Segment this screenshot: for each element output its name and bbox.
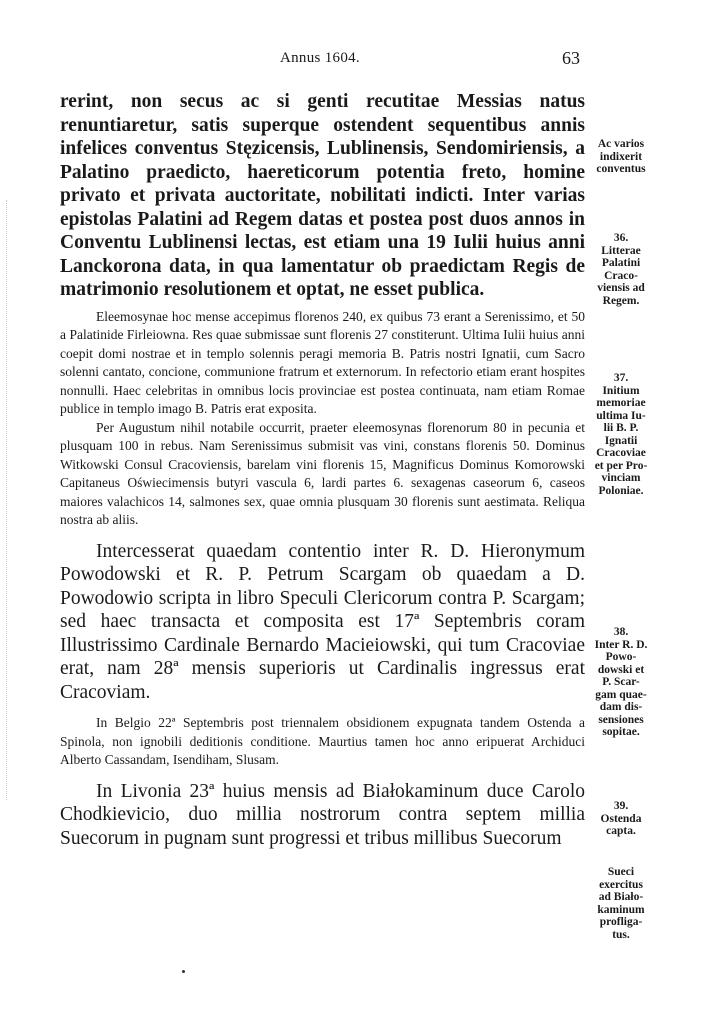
paragraph-3: Per Augustum nihil notabile occurrit, praeter eleemosynas florenorum 80 in pecunia et plusquam 100 in rebus. Nam Serenissimus submisit vas vini, constans florenis 50. Dominus Witkowski Consul Cracoviensis, barelam vini florenis 15, Magnificus Dominus Komorowski Capitaneus Oświecimensis butyri vascula 6, lardi partes 6. sexagenas caseorum 6, caseos maiores valachicos 14, salmones sex, quae omnia plusquam 30 florenis sunt aestimata. Reliqua nostra ab aliis. bbox=[60, 419, 585, 527]
paragraph-5: In Belgio 22ª Septembris post triennalem obsidionem expugnata tandem Ostenda a Spinola, non ignobili deditionis conditione. Maurtius tamen hoc anno eripuerat Archiduci Alberto Cassandam, Isendiham, Slusam. bbox=[60, 715, 585, 767]
sidenote-40: Sueci exercitus ad Biało- kaminum profliga- tus. bbox=[597, 866, 645, 941]
print-speck bbox=[182, 970, 185, 973]
scan-edge-mark bbox=[6, 200, 11, 800]
sidenote-38: 38. Inter R. D. Powo- dowski et P. Scar- gam quae- dam dis- sensiones sopitae. bbox=[594, 626, 648, 738]
sidenote-37: 37. Initium memoriae ultima Iu- lii B. P. Ignatii Cracoviae et per Pro- vinciam Poloniae. bbox=[594, 372, 648, 497]
running-title: Annus 1604. bbox=[280, 50, 360, 66]
sidenote-39: 39. Ostenda capta. bbox=[600, 800, 642, 837]
paragraph-4: Intercesserat quaedam contentio inter R. D. Hieronymum Powodowski et R. P. Petrum Scargam ob quaedam a D. Powodowio scripta in libro Speculi Clericorum contra P. Scargam; sed haec transacta et composita est 17ª Septembris coram Illustrissimo Cardinale Bernardo Macieiowski, qui tum Cracoviae erat, nam 28ª mensis superioris ut Cardinalis ingressus erat Cracoviam. bbox=[60, 540, 585, 703]
paragraph-6: In Livonia 23ª huius mensis ad Białokaminum duce Carolo Chodkievicio, duo millia nostrorum contra septem millia Suecorum in pugnam sunt progressi et tribus millibus Suecorum bbox=[60, 780, 585, 849]
page-number: 63 bbox=[562, 48, 580, 68]
paragraph-1: rerint, non secus ac si genti recutitae Messias natus renuntiaretur, satis superque ostendent sequentibus annis infelices conventus Stęzicensis, Lublinensis, Sendomiriensis, a Palatino praedicto, haereticorum potentia freto, homine privato et privata auctoritate, nobilitati indicti. Inter varias epistolas Palatini ad Regem datas et postea post duos annos in Conventu Lublinensi lectas, est etiam una 19 Iulii huius anni Lanckorona data, in qua lamentatur ob praedictam Regis de matrimonio resolutionem et optat, ne esset publica. bbox=[60, 91, 585, 300]
page-header bbox=[60, 48, 580, 72]
page-body bbox=[60, 90, 585, 850]
sidenote-36: 36. Litterae Palatini Craco- viensis ad Regem. bbox=[597, 232, 645, 307]
sidenote-conventus: Ac varios indixerit conventus bbox=[596, 138, 646, 175]
paragraph-2: Eleemosynae hoc mense accepimus florenos 240, ex quibus 73 erant a Serenissimo, et 50 a Palatinide Firleiowna. Res quae submissae sunt florenis 27 constiterunt. Ultima Iulii huius anni coepit domi nostrae et in templo solennis peragi memoria B. Patris nostri Ignatii, cum Sacro solenni cantato, concione, communione fratrum et externorum. In refectorio etiam erant hospites nonnulli. Haec celebritas in omnibus locis provinciae est postea continuata, nam etiam Romae publice in templo imago B. Patris erat exposita. bbox=[60, 308, 585, 416]
